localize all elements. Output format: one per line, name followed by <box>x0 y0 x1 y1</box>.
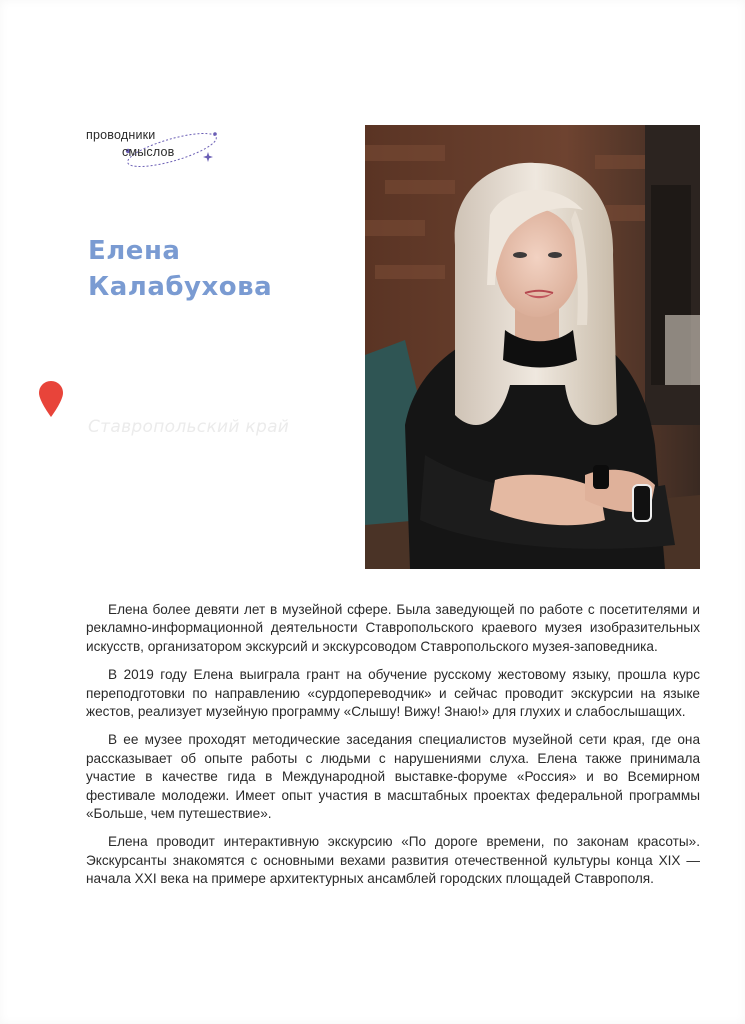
logo-text-line2: смыслов <box>122 145 175 159</box>
article-body <box>86 601 700 899</box>
article-paragraph: В ее музее проходят методические заседания специалистов музейной сети края, где она рассказывает об опыте работы с людьми с нарушениями слуха. Елена также принимала участие в качестве гида в Международной выставке-форуме «Россия» и во Всемирном фестивале молодежи. Имеет опыт участия в масштабных проектах федеральной программы «Больше, чем путешествие». <box>86 732 700 822</box>
map-pin-icon <box>38 380 64 418</box>
star-icon <box>203 152 213 162</box>
logo-text-line1: проводники <box>86 128 156 142</box>
last-name: Калабухова <box>88 272 273 302</box>
article-paragraph: В 2019 году Елена выиграла грант на обучение русскому жестовому языку, прошла курс переподготовки по направлению «сурдопереводчик» и сейчас проводит экскурсии на языке жестов, реализует музейную программу «Слышу! Вижу! Знаю!» для глухих и слабослышащих. <box>86 667 700 720</box>
portrait-photo <box>365 125 700 569</box>
logo <box>84 124 234 176</box>
article-paragraph: Елена более девяти лет в музейной сфере. Была заведующей по работе с посетителями и рекламно-информационной деятельности Ставропольского краевого музея изобразительных искусств, организатором экскурсий и экскурсоводом Ставропольского музея-заповедника. <box>86 602 700 654</box>
article-paragraph: Елена проводит интерактивную экскурсию «По дороге времени, по законам красоты». Экскурсанты знакомятся с основными вехами развития отечественной культуры конца XIX — начала XXI века на примере архитектурных ансамблей городских площадей Ставрополя. <box>86 834 700 887</box>
person-name <box>88 233 272 305</box>
first-name: Елена <box>88 236 181 266</box>
region-label: Ставропольский край <box>88 417 290 437</box>
